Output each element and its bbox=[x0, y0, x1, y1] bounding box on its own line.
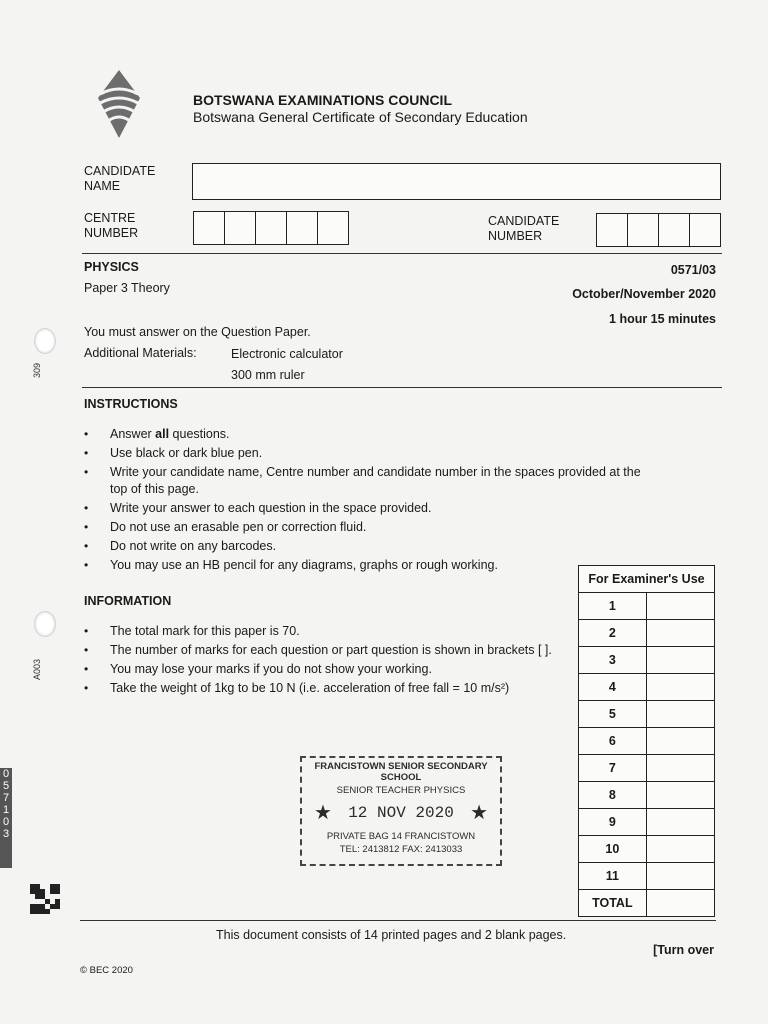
examiner-row-label: 9 bbox=[579, 809, 647, 836]
instruction-item: • You may use an HB pencil for any diagrams, graphs or rough working. bbox=[84, 558, 498, 572]
examiner-row bbox=[579, 809, 715, 836]
examiner-row-label: 5 bbox=[579, 701, 647, 728]
examiner-row bbox=[579, 620, 715, 647]
information-item: • Take the weight of 1kg to be 10 N (i.e. acceleration of free fall = 10 m/s²) bbox=[84, 681, 510, 695]
examiner-mark-cell[interactable] bbox=[646, 890, 714, 917]
qr-code-icon bbox=[30, 884, 60, 914]
examiner-row-label: 3 bbox=[579, 647, 647, 674]
examiner-row bbox=[579, 755, 715, 782]
examiner-row bbox=[579, 890, 715, 917]
examiner-row bbox=[579, 674, 715, 701]
paper-code: 0571/03 bbox=[670, 263, 716, 277]
examiner-row-label: 11 bbox=[579, 863, 647, 890]
examiner-mark-cell[interactable] bbox=[646, 593, 714, 620]
examiner-mark-cell[interactable] bbox=[646, 647, 714, 674]
examiner-row bbox=[579, 593, 715, 620]
divider-top bbox=[82, 253, 722, 254]
instruction-item: • Write your candidate name, Centre number and candidate number in the spaces provided at the top of this page. bbox=[84, 465, 641, 496]
candidate-number-field[interactable] bbox=[596, 213, 721, 247]
material-ruler: 300 mm ruler bbox=[231, 368, 305, 382]
stamp-date: 12 NOV 2020 bbox=[348, 803, 454, 822]
centre-number-field[interactable] bbox=[193, 211, 349, 245]
margin-code-top: 309 bbox=[32, 362, 42, 378]
examiner-table bbox=[578, 565, 715, 917]
instruction-item: • Write your answer to each question in the space provided. bbox=[84, 501, 432, 515]
examiner-row-label: 8 bbox=[579, 782, 647, 809]
answer-note: You must answer on the Question Paper. bbox=[84, 325, 311, 339]
examiner-mark-cell[interactable] bbox=[646, 620, 714, 647]
examiner-mark-cell[interactable] bbox=[646, 728, 714, 755]
pages-note: This document consists of 14 printed pages and 2 blank pages. bbox=[216, 928, 567, 942]
bullet-icon: • bbox=[84, 624, 89, 638]
stamp-address: PRIVATE BAG 14 FRANCISTOWN bbox=[326, 831, 476, 842]
examiner-row-label: 1 bbox=[579, 593, 647, 620]
examiner-row bbox=[579, 863, 715, 890]
centre-number-label: CENTRE NUMBER bbox=[84, 211, 139, 240]
bullet-icon: • bbox=[84, 643, 89, 657]
subject: PHYSICS bbox=[84, 260, 139, 274]
margin-barcode: 0 5 7 1 0 3 bbox=[0, 768, 12, 868]
council-title: BOTSWANA EXAMINATIONS COUNCIL bbox=[193, 92, 452, 108]
information-item: • The total mark for this paper is 70. bbox=[84, 624, 300, 638]
information-item: • The number of marks for each question or part question is shown in brackets [ ]. bbox=[84, 643, 552, 657]
divider-bottom bbox=[80, 920, 716, 921]
star-icon: ★ bbox=[314, 802, 332, 824]
examiner-mark-cell[interactable] bbox=[646, 863, 714, 890]
examiner-row-label: 7 bbox=[579, 755, 647, 782]
bullet-icon: • bbox=[84, 662, 89, 676]
paper-title: Paper 3 Theory bbox=[84, 281, 170, 295]
information-item: • You may lose your marks if you do not show your working. bbox=[84, 662, 432, 676]
examiner-mark-cell[interactable] bbox=[646, 755, 714, 782]
examiner-row bbox=[579, 728, 715, 755]
examiner-row bbox=[579, 836, 715, 863]
instruction-item: • Do not write on any barcodes. bbox=[84, 539, 277, 553]
examiner-row bbox=[579, 647, 715, 674]
school-stamp bbox=[300, 756, 502, 866]
candidate-name-label: CANDIDATE NAME bbox=[84, 164, 156, 193]
stamp-phone: TEL: 2413812 FAX: 2413033 bbox=[339, 844, 463, 855]
examiner-row-label: 6 bbox=[579, 728, 647, 755]
duration: 1 hour 15 minutes bbox=[609, 312, 716, 326]
stamp-school: SCHOOL bbox=[380, 772, 422, 783]
punch-hole bbox=[34, 328, 56, 354]
instruction-item: • Do not use an erasable pen or correction fluid. bbox=[84, 520, 367, 534]
examiner-table-title: For Examiner's Use bbox=[579, 566, 715, 593]
bullet-icon: • bbox=[84, 446, 89, 460]
certificate-title: Botswana General Certificate of Secondary Education bbox=[193, 109, 528, 125]
examiner-row bbox=[579, 782, 715, 809]
examiner-mark-cell[interactable] bbox=[646, 836, 714, 863]
bullet-icon: • bbox=[84, 558, 89, 572]
bullet-icon: • bbox=[84, 539, 89, 553]
bullet-icon: • bbox=[84, 501, 89, 515]
punch-hole bbox=[34, 611, 56, 637]
turn-over: [Turn over bbox=[653, 943, 714, 957]
stamp-school-name: FRANCISTOWN SENIOR SECONDARY bbox=[314, 761, 488, 772]
instruction-item: • Use black or dark blue pen. bbox=[84, 446, 263, 460]
instructions-heading: INSTRUCTIONS bbox=[84, 397, 178, 411]
examiner-row-label: 2 bbox=[579, 620, 647, 647]
divider-middle bbox=[82, 387, 722, 388]
examiner-row bbox=[579, 701, 715, 728]
bec-logo bbox=[96, 70, 142, 138]
information-list bbox=[84, 623, 569, 699]
candidate-number-label: CANDIDATE NUMBER bbox=[488, 214, 560, 243]
materials-label: Additional Materials: bbox=[84, 346, 197, 360]
examiner-row-label: 10 bbox=[579, 836, 647, 863]
examiner-mark-cell[interactable] bbox=[646, 809, 714, 836]
material-calculator: Electronic calculator bbox=[231, 347, 343, 361]
instruction-item: • Answer all questions. bbox=[84, 427, 230, 441]
candidate-name-field[interactable] bbox=[192, 163, 721, 200]
instructions-list bbox=[84, 426, 644, 576]
stamp-role: SENIOR TEACHER PHYSICS bbox=[336, 785, 466, 796]
margin-code-bottom: A003 bbox=[32, 658, 42, 680]
session: October/November 2020 bbox=[572, 287, 716, 301]
bullet-icon: • bbox=[84, 681, 89, 695]
bullet-icon: • bbox=[84, 520, 89, 534]
information-heading: INFORMATION bbox=[84, 594, 172, 608]
examiner-mark-cell[interactable] bbox=[646, 701, 714, 728]
star-icon: ★ bbox=[470, 802, 488, 824]
examiner-mark-cell[interactable] bbox=[646, 782, 714, 809]
examiner-row-label: TOTAL bbox=[579, 890, 647, 917]
examiner-row-label: 4 bbox=[579, 674, 647, 701]
bullet-icon: • bbox=[84, 465, 89, 479]
examiner-mark-cell[interactable] bbox=[646, 674, 714, 701]
copyright: © BEC 2020 bbox=[80, 965, 133, 976]
bullet-icon: • bbox=[84, 427, 89, 441]
